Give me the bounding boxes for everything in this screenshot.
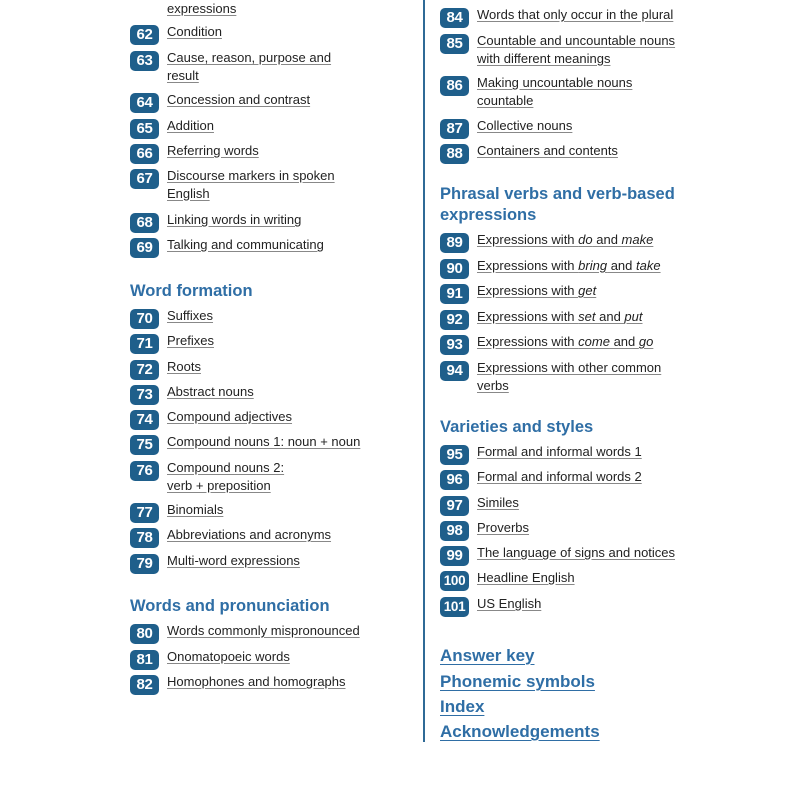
section-heading-words-and-pronunciation: Words and pronunciation (130, 597, 330, 615)
unit-title-link[interactable]: Addition (167, 118, 214, 133)
unit-title-link[interactable]: Expressions with set and put (477, 309, 643, 324)
unit-number-badge: 80 (130, 624, 159, 644)
unit-number-badge: 98 (440, 521, 469, 541)
contents-entry-72[interactable] (130, 360, 201, 380)
unit-number-badge: 64 (130, 93, 159, 113)
unit-number-badge: 86 (440, 76, 469, 96)
contents-entry-101[interactable] (440, 597, 541, 617)
entry-61-title-fragment[interactable]: expressions (167, 1, 237, 16)
contents-entry-90[interactable] (440, 259, 661, 279)
contents-entry-80[interactable] (130, 624, 360, 644)
unit-number-badge: 95 (440, 445, 469, 465)
unit-number-badge: 71 (130, 334, 159, 354)
unit-number-badge: 74 (130, 410, 159, 430)
unit-title-link[interactable]: Homophones and homographs (167, 674, 346, 689)
unit-number-badge: 89 (440, 233, 469, 253)
contents-entry-95[interactable] (440, 445, 642, 465)
unit-number-badge: 99 (440, 546, 469, 566)
unit-number-badge: 75 (130, 435, 159, 455)
unit-number-badge: 72 (130, 360, 159, 380)
unit-title-link[interactable]: Binomials (167, 502, 224, 517)
unit-title-link[interactable]: Words that only occur in the plural (477, 7, 674, 22)
unit-title-link[interactable]: Expressions with come and go (477, 334, 654, 349)
contents-entry-91[interactable] (440, 284, 596, 304)
contents-entry-92[interactable] (440, 310, 643, 330)
unit-number-badge: 68 (130, 213, 159, 233)
contents-entry-69[interactable] (130, 238, 324, 258)
unit-number-badge: 69 (130, 238, 159, 258)
unit-title-link[interactable]: Onomatopoeic words (167, 649, 290, 664)
unit-title-link[interactable]: The language of signs and notices (477, 545, 676, 560)
unit-title-link[interactable]: Similes (477, 495, 519, 510)
unit-title-link[interactable]: Multi-word expressions (167, 553, 300, 568)
unit-title-link[interactable]: Making uncountable nouns countable (477, 75, 633, 108)
section-heading-word-formation: Word formation (130, 282, 253, 300)
unit-title-link[interactable]: Compound nouns 1: noun + noun (167, 434, 361, 449)
unit-number-badge: 65 (130, 119, 159, 139)
contents-entry-89[interactable] (440, 233, 653, 253)
contents-entry-79[interactable] (130, 554, 300, 574)
contents-entry-81[interactable] (130, 650, 290, 670)
unit-title-link[interactable]: Abstract nouns (167, 384, 254, 399)
contents-entry-73[interactable] (130, 385, 254, 405)
column-divider (423, 0, 425, 742)
unit-title-link[interactable]: Expressions with other common verbs (477, 360, 662, 393)
unit-title-link[interactable]: Proverbs (477, 520, 530, 535)
unit-number-badge: 87 (440, 119, 469, 139)
unit-number-badge: 101 (440, 597, 469, 617)
unit-number-badge: 93 (440, 335, 469, 355)
contents-entry-71[interactable] (130, 334, 214, 354)
unit-title-link[interactable]: Words commonly mispronounced (167, 623, 360, 638)
contents-entry-94[interactable] (440, 361, 677, 394)
unit-number-badge: 73 (130, 385, 159, 405)
unit-title-link[interactable]: Discourse markers in spoken English (167, 168, 335, 201)
unit-number-badge: 62 (130, 25, 159, 45)
section-heading-phrasal-verbs: Phrasal verbs and verb-based expressions (440, 185, 675, 224)
unit-title-link[interactable]: Talking and communicating (167, 237, 324, 252)
unit-number-badge: 94 (440, 361, 469, 381)
contents-entry-93[interactable] (440, 335, 653, 355)
contents-entry-70[interactable] (130, 309, 213, 329)
unit-title-link[interactable]: Referring words (167, 143, 259, 158)
unit-number-badge: 85 (440, 34, 469, 54)
unit-number-badge: 76 (130, 461, 159, 481)
unit-title-link[interactable]: Roots (167, 359, 201, 374)
unit-title-link[interactable]: Suffixes (167, 308, 214, 323)
unit-number-badge: 78 (130, 528, 159, 548)
unit-number-badge: 81 (130, 650, 159, 670)
contents-entry-78[interactable] (130, 528, 331, 548)
unit-title-link[interactable]: Compound adjectives (167, 409, 293, 424)
unit-number-badge: 97 (440, 496, 469, 516)
unit-number-badge: 63 (130, 51, 159, 71)
unit-number-badge: 70 (130, 309, 159, 329)
unit-title-link[interactable]: Prefixes (167, 333, 214, 348)
contents-entry-82[interactable] (130, 675, 346, 695)
unit-number-badge: 84 (440, 8, 469, 28)
contents-entry-63[interactable] (130, 51, 347, 84)
contents-entry-66[interactable] (130, 144, 259, 164)
unit-title-link[interactable]: Linking words in writing (167, 212, 302, 227)
contents-entry-67[interactable] (130, 169, 352, 202)
contents-entry-76[interactable] (130, 461, 297, 494)
unit-number-badge: 82 (130, 675, 159, 695)
unit-number-badge: 96 (440, 470, 469, 490)
contents-entry-75[interactable] (130, 435, 360, 455)
contents-entry-77[interactable] (130, 503, 223, 523)
unit-title-link[interactable]: US English (477, 596, 542, 611)
unit-title-link[interactable]: Concession and contrast (167, 92, 311, 107)
unit-number-badge: 77 (130, 503, 159, 523)
unit-number-badge: 79 (130, 554, 159, 574)
unit-title-link[interactable]: Headline English (477, 570, 575, 585)
unit-number-badge: 100 (440, 571, 469, 591)
section-heading-varieties-and-styles: Varieties and styles (440, 418, 594, 436)
contents-entry-86[interactable] (440, 76, 652, 109)
unit-title-link[interactable]: Compound nouns 2: verb + preposition (167, 460, 285, 493)
phonemic-symbols-link[interactable]: Phonemic symbols (440, 672, 595, 691)
unit-title-link[interactable]: Expressions with do and make (477, 232, 654, 247)
contents-entry-87[interactable] (440, 119, 572, 139)
unit-number-badge: 91 (440, 284, 469, 304)
unit-title-link[interactable]: Countable and uncountable nouns with different meanings (477, 33, 676, 66)
unit-number-badge: 92 (440, 310, 469, 330)
contents-entry-98[interactable] (440, 521, 529, 541)
unit-number-badge: 66 (130, 144, 159, 164)
contents-entry-88[interactable] (440, 144, 618, 164)
unit-title-link[interactable]: Formal and informal words 1 (477, 444, 642, 459)
index-link[interactable]: Index (440, 697, 485, 716)
contents-entry-84[interactable] (440, 8, 673, 28)
unit-title-link[interactable]: Cause, reason, purpose and result (167, 50, 332, 83)
contents-entry-100[interactable] (440, 571, 575, 591)
unit-title-link[interactable]: Expressions with get (477, 283, 597, 298)
contents-entry-74[interactable] (130, 410, 292, 430)
acknowledgements-link[interactable]: Acknowledgements (440, 722, 600, 741)
unit-title-link[interactable]: Formal and informal words 2 (477, 469, 642, 484)
unit-title-link[interactable]: Expressions with bring and take (477, 258, 661, 273)
answer-key-link[interactable]: Answer key (440, 646, 535, 665)
unit-title-link[interactable]: Containers and contents (477, 143, 618, 158)
contents-entry-64[interactable] (130, 93, 310, 113)
unit-number-badge: 90 (440, 259, 469, 279)
contents-entry-65[interactable] (130, 119, 214, 139)
contents-entry-99[interactable] (440, 546, 675, 566)
unit-title-link[interactable]: Condition (167, 24, 222, 39)
unit-number-badge: 88 (440, 144, 469, 164)
contents-entry-97[interactable] (440, 496, 519, 516)
unit-number-badge: 67 (130, 169, 159, 189)
contents-entry-96[interactable] (440, 470, 642, 490)
contents-entry-85[interactable] (440, 34, 692, 67)
contents-entry-62[interactable] (130, 25, 222, 45)
unit-title-link[interactable]: Abbreviations and acronyms (167, 527, 332, 542)
unit-title-link[interactable]: Collective nouns (477, 118, 573, 133)
contents-entry-68[interactable] (130, 213, 301, 233)
